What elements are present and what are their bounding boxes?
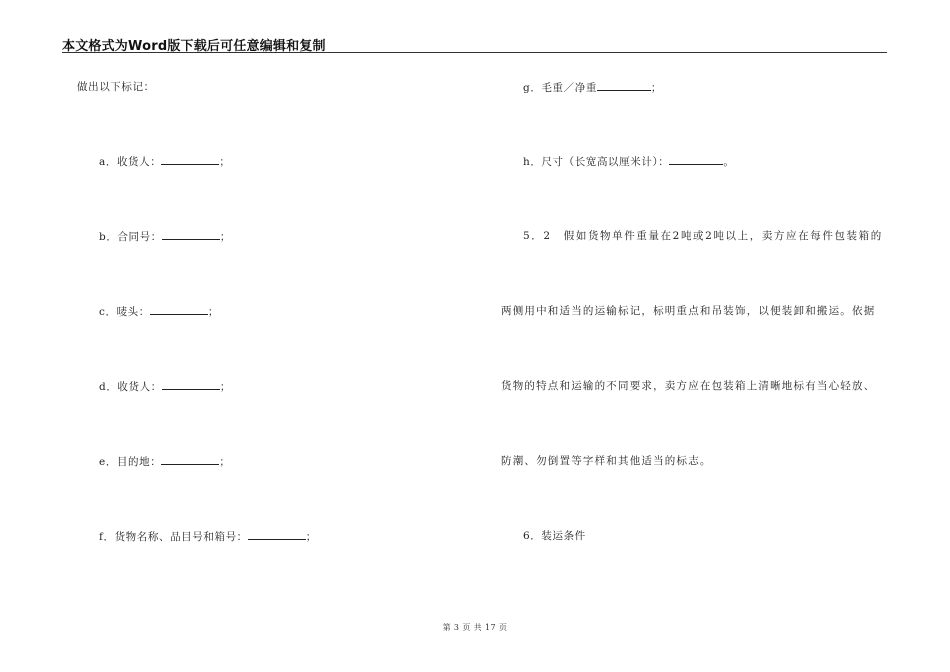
fill-in-blank bbox=[248, 529, 306, 540]
fill-in-blank bbox=[161, 154, 219, 165]
clause-5-2-line-2: 两侧用中和适当的运输标记，标明重点和吊装饰，以便装卸和搬运。依据 bbox=[501, 305, 876, 317]
section-6-heading: 6．装运条件 bbox=[523, 530, 586, 542]
marking-item-label: h．尺寸（长宽高以厘米计）： bbox=[523, 156, 670, 168]
document-header-title: 本文格式为Word版下载后可任意编辑和复制 bbox=[62, 39, 326, 54]
marking-item-label: d．收货人： bbox=[99, 381, 162, 393]
marking-item-b bbox=[99, 229, 231, 244]
marking-item-label: e．目的地： bbox=[99, 456, 162, 468]
marking-item-g bbox=[523, 80, 662, 95]
fill-in-blank bbox=[669, 154, 723, 165]
marking-item-end: 。 bbox=[723, 156, 735, 168]
marking-item-c bbox=[99, 304, 219, 319]
clause-5-2-line-3: 货物的特点和运输的不同要求，卖方应在包装箱上清晰地标有当心轻放、 bbox=[501, 380, 876, 392]
marking-item-end: ； bbox=[219, 456, 231, 468]
marking-item-end: ； bbox=[305, 531, 317, 543]
marking-item-label: f．货物名称、品目号和箱号： bbox=[99, 531, 248, 543]
clause-5-2-line-1: 5．2 假如货物单件重量在2吨或2吨以上，卖方应在每件包装箱的 bbox=[523, 230, 883, 242]
marking-item-end: ； bbox=[650, 82, 663, 94]
marking-intro: 做出以下标记： bbox=[77, 81, 155, 93]
fill-in-blank bbox=[150, 304, 208, 315]
fill-in-blank bbox=[162, 379, 220, 390]
marking-item-end: ； bbox=[219, 231, 231, 243]
marking-item-label: b．合同号： bbox=[99, 231, 162, 243]
marking-item-a bbox=[99, 154, 230, 169]
marking-item-h bbox=[523, 154, 735, 169]
marking-item-e bbox=[99, 454, 230, 469]
marking-item-end: ； bbox=[207, 306, 219, 318]
fill-in-blank bbox=[162, 229, 220, 240]
fill-in-blank bbox=[597, 80, 651, 91]
marking-item-f bbox=[99, 529, 317, 544]
marking-item-end: ； bbox=[219, 156, 231, 168]
fill-in-blank bbox=[161, 454, 219, 465]
page-number: 第 3 页 共 17 页 bbox=[442, 623, 508, 632]
clause-5-2-line-4: 防潮、勿倒置等字样和其他适当的标志。 bbox=[501, 455, 712, 467]
marking-item-label: c．唛头： bbox=[99, 306, 150, 318]
marking-item-d bbox=[99, 379, 231, 394]
header-divider bbox=[62, 52, 887, 53]
marking-item-label: g．毛重／净重 bbox=[523, 82, 597, 94]
marking-item-label: a．收货人： bbox=[99, 156, 162, 168]
marking-item-end: ； bbox=[219, 381, 231, 393]
